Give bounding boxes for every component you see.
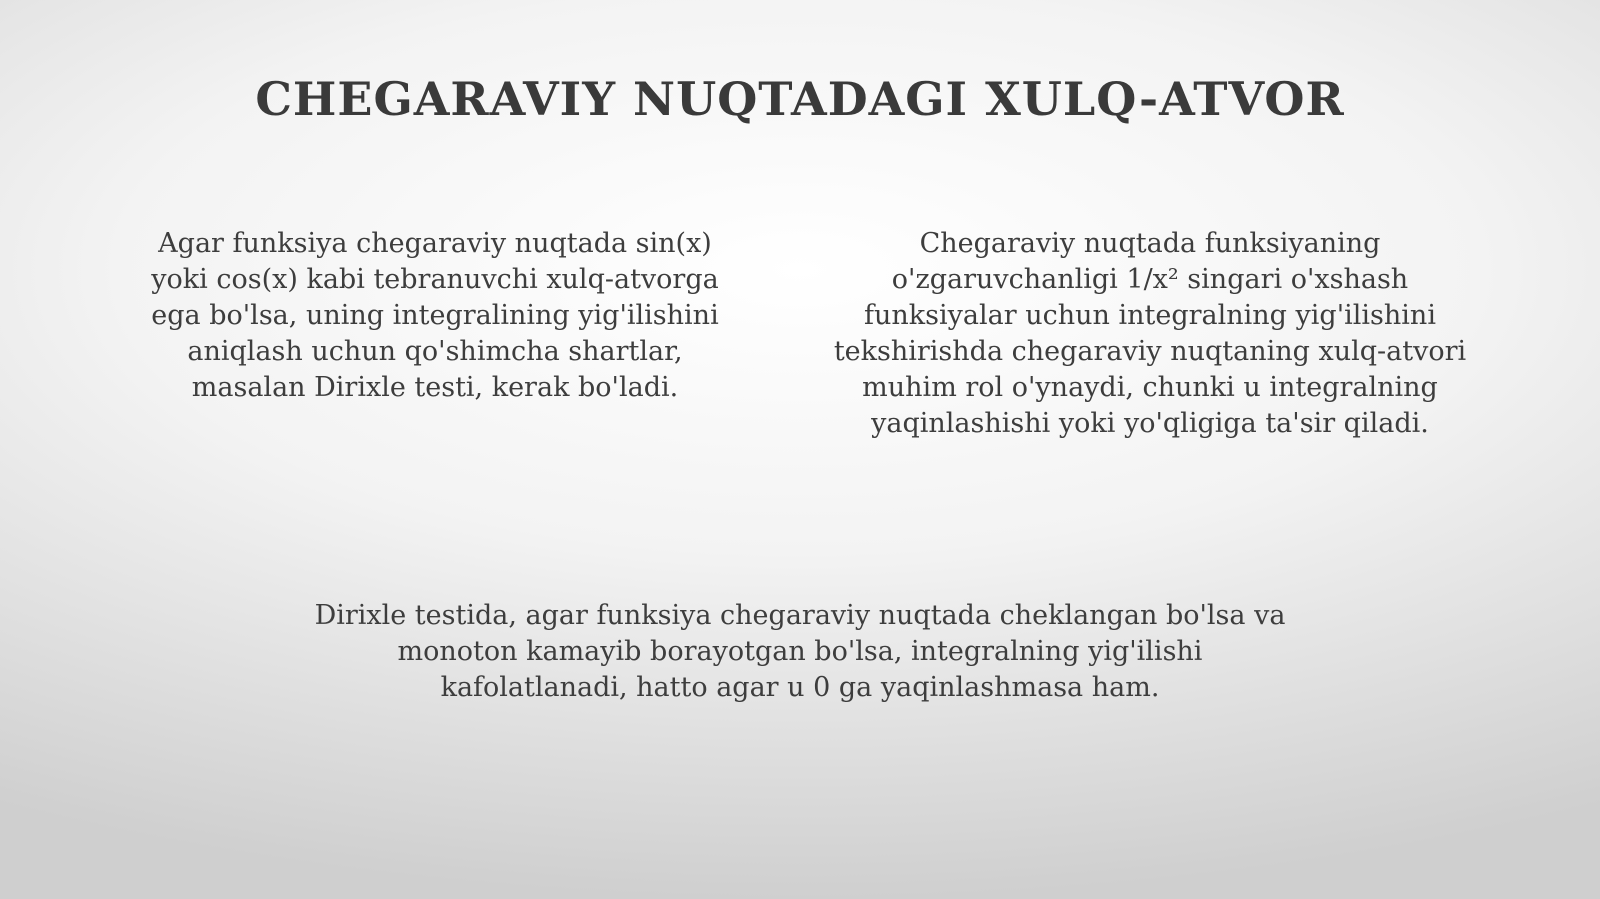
- right-text-block: Chegaraviy nuqtada funksiyaning o'zgaruvchanligi 1/x² singari o'xshash funksiyalar uchun integralning yig'ilishini tekshirishda chegaraviy nuqtaning xulq-atvori muhim rol o'ynaydi, chunki u integralning yaqinlashishi yoki yo'qligiga ta'sir qiladi.: [833, 228, 1467, 439]
- left-text-block: Agar funksiya chegaraviy nuqtada sin(x) yoki cos(x) kabi tebranuvchi xulq-atvorga ega bo'lsa, uning integralining yig'ilishini aniqlash uchun qo'shimcha shartlar, masalan Dirixle testi, kerak bo'ladi.: [151, 228, 719, 403]
- slide-title: CHEGARAVIY NUQTADAGI XULQ-ATVOR: [255, 72, 1345, 126]
- bottom-text-block: Dirixle testida, agar funksiya chegaraviy nuqtada cheklangan bo'lsa va monoton kamayib borayotgan bo'lsa, integralning yig'ilishi kafolatlanadi, hatto agar u 0 ga yaqinlashmasa ham.: [314, 600, 1286, 703]
